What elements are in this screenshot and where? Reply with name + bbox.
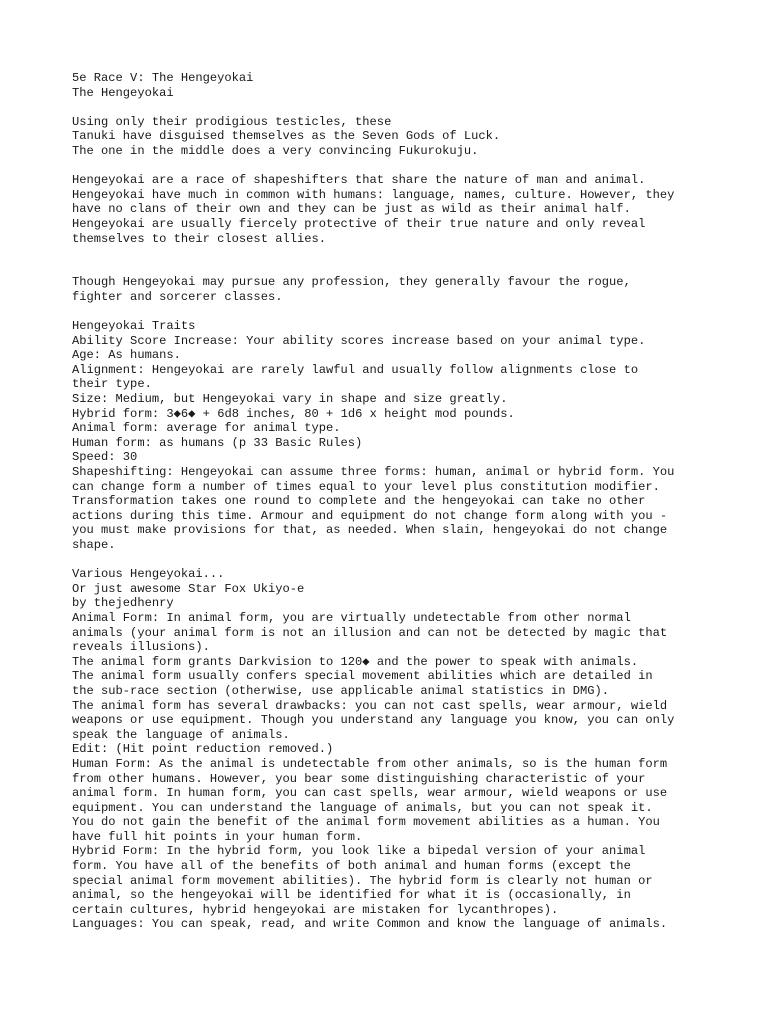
text-line: from other humans. However, you bear some distinguishing characteristic of your [72,771,646,786]
text-line: Size: Medium, but Hengeyokai vary in shape and size greatly. [72,392,508,407]
text-line: animal, so the hengeyokai will be identified for what it is (occasionally, in [72,888,631,903]
text-line: The animal form usually confers special movement abilities which are detailed in [72,669,653,684]
text-line: Hengeyokai Traits [72,319,196,334]
paragraph-traits [72,319,752,553]
text-line: can change form a number of times equal to your level plus constitution modifier. [72,479,660,494]
text-line: Hengeyokai are usually fiercely protective of their true nature and only reveal [72,216,646,231]
text-line: Hybrid Form: In the hybrid form, you look like a bipedal version of your animal [72,844,646,859]
paragraph-title [72,71,752,100]
paragraph-profession [72,275,752,304]
text-line: themselves to their closest allies. [72,231,327,246]
text-line: Shapeshifting: Hengeyokai can assume three forms: human, animal or hybrid form. You [72,465,675,480]
text-line: by thejedhenry [72,596,174,611]
paragraph-intro [72,173,752,246]
text-line: actions during this time. Armour and equipment do not change form along with you - [72,508,668,523]
text-line: The one in the middle does a very convincing Fukurokuju. [72,143,479,158]
text-line: The animal form grants Darkvision to 120◆ and the power to speak with animals. [72,654,639,669]
text-line: shape. [72,538,116,552]
paragraph-caption [72,115,752,159]
text-line: Edit: (Hit point reduction removed.) [72,742,334,757]
text-line: Animal form: average for animal type. [72,421,341,436]
text-line: Alignment: Hengeyokai are rarely lawful and usually follow alignments close to [72,362,639,377]
text-line: Using only their prodigious testicles, these [72,114,392,129]
text-line: The Hengeyokai [72,85,174,100]
text-line: Various Hengeyokai... [72,567,225,582]
text-line: special animal form movement abilities). The hybrid form is clearly not human or [72,873,653,888]
text-line: certain cultures, hybrid hengeyokai are mistaken for lycanthropes). [72,902,559,917]
text-line: Hengeyokai have much in common with humans: language, names, culture. However, they [72,187,675,202]
text-line: have no clans of their own and they can be just as wild as their animal half. [72,202,631,217]
text-line: Human form: as humans (p 33 Basic Rules) [72,435,363,450]
text-line: 5e Race V: The Hengeyokai [72,71,254,85]
text-line: their type. [72,377,152,392]
text-line: Ability Score Increase: Your ability scores increase based on your animal type. [72,333,646,348]
text-line: Tanuki have disguised themselves as the Seven Gods of Luck. [72,129,501,144]
text-line: Animal Form: In animal form, you are virtually undetectable from other normal [72,610,631,625]
paragraph-forms [72,567,752,932]
text-line: have full hit points in your human form. [72,829,363,844]
text-line: you must make provisions for that, as needed. When slain, hengeyokai do not change [72,523,668,538]
text-line: The animal form has several drawbacks: you can not cast spells, wear armour, wield [72,698,668,713]
text-line: animal form. In human form, you can cast spells, wear armour, wield weapons or use [72,786,668,801]
text-line: reveals illusions). [72,640,210,655]
text-line: form. You have all of the benefits of both animal and human forms (except the [72,859,631,874]
text-line: speak the language of animals. [72,727,290,742]
text-line: weapons or use equipment. Though you understand any language you know, you can only [72,713,675,728]
text-line: Hybrid form: 3◆6◆ + 6d8 inches, 80 + 1d6 x height mod pounds. [72,406,515,421]
text-line: You do not gain the benefit of the animal form movement abilities as a human. You [72,815,660,830]
text-line: animals (your animal form is not an illusion and can not be detected by magic that [72,625,668,640]
text-line: Transformation takes one round to complete and the hengeyokai can take no other [72,494,646,509]
text-line: Human Form: As the animal is undetectable from other animals, so is the human form [72,756,668,771]
text-line: the sub-race section (otherwise, use applicable animal statistics in DMG). [72,683,610,698]
document-page [72,71,752,947]
text-line: equipment. You can understand the language of animals, but you can not speak it. [72,800,653,815]
text-line: Speed: 30 [72,450,138,465]
text-line: fighter and sorcerer classes. [72,289,283,304]
text-line: Though Hengeyokai may pursue any profession, they generally favour the rogue, [72,275,631,290]
text-line: Hengeyokai are a race of shapeshifters that share the nature of man and animal. [72,173,646,188]
text-line: Or just awesome Star Fox Ukiyo-e [72,581,305,596]
text-line: Age: As humans. [72,348,181,363]
text-line: Languages: You can speak, read, and write Common and know the language of animals. [72,917,668,932]
